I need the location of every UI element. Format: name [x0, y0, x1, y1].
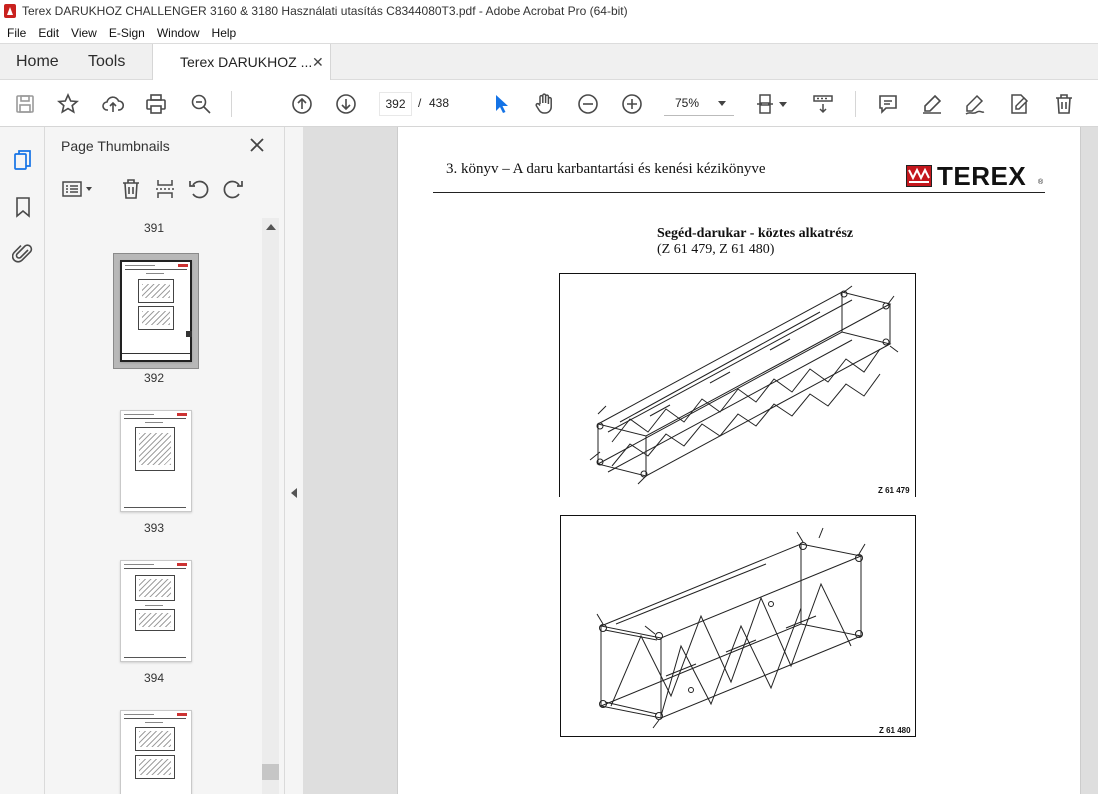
sign-icon[interactable] — [962, 91, 988, 117]
insert-page-icon[interactable] — [153, 177, 177, 201]
arrow-up-icon[interactable] — [289, 91, 315, 117]
tab-tools[interactable]: Tools — [88, 53, 126, 70]
figure-label: Z 61 479 — [878, 486, 910, 495]
pdf-page — [397, 127, 1081, 794]
zoom-dropdown[interactable] — [664, 92, 734, 116]
thumbnail-page-number: 392 — [143, 371, 165, 385]
comment-icon[interactable] — [875, 91, 901, 117]
page-thumbnails-icon[interactable] — [10, 147, 36, 173]
print-icon[interactable] — [143, 91, 169, 117]
thumbnail-page-number: 393 — [143, 521, 165, 535]
menu-edit[interactable]: Edit — [38, 25, 60, 40]
zoom-in-icon[interactable] — [619, 91, 645, 117]
title-bar — [0, 0, 1098, 22]
toolbar-divider — [231, 91, 232, 117]
menu-help[interactable]: Help — [211, 25, 237, 40]
attachment-icon[interactable] — [10, 240, 36, 266]
section-codes: (Z 61 479, Z 61 480) — [657, 242, 775, 257]
zoom-value: 75% — [675, 96, 700, 110]
header-rule — [433, 192, 1045, 193]
scroll-up-icon[interactable] — [266, 224, 276, 230]
acrobat-app-icon — [4, 4, 16, 18]
delete-page-icon[interactable] — [119, 177, 143, 201]
thumbnail-page-number: 394 — [143, 671, 165, 685]
scroll-mode-icon[interactable] — [810, 91, 836, 117]
figure-label: Z 61 480 — [879, 726, 911, 735]
close-tab-icon[interactable]: ✕ — [312, 54, 324, 70]
zoom-search-icon[interactable] — [188, 91, 214, 117]
terex-emblem-icon — [906, 165, 932, 187]
tab-bar — [0, 43, 1098, 80]
terex-logo-text: TEREX — [937, 161, 1027, 191]
toolbar — [0, 80, 1098, 127]
figure-boom-section-2 — [560, 515, 916, 737]
page-total: 438 — [429, 96, 450, 110]
registered-mark: ® — [1038, 179, 1044, 186]
section-title: Segéd-darukar - köztes alkatrész — [657, 226, 854, 241]
select-pointer-icon[interactable] — [488, 91, 514, 117]
tab-document-label: Terex DARUKHOZ ... — [180, 54, 313, 70]
star-icon[interactable] — [55, 91, 81, 117]
thumbnail-list — [45, 216, 263, 794]
thumbnail-selected[interactable] — [113, 253, 199, 369]
left-rail — [0, 127, 45, 794]
upload-icon[interactable] — [100, 91, 126, 117]
lattice-drawing-1 — [590, 286, 898, 484]
edit-pdf-icon[interactable] — [1006, 91, 1032, 117]
thumbnail-page-394[interactable] — [120, 560, 192, 662]
thumbnail-scrollbar[interactable] — [262, 218, 279, 794]
menu-view[interactable]: View — [71, 25, 97, 40]
page-separator: / — [418, 96, 422, 110]
panel-collapse-handle[interactable] — [285, 127, 303, 794]
chevron-down-icon — [718, 101, 726, 106]
rotate-right-icon[interactable] — [221, 177, 245, 201]
thumbnails-panel — [45, 127, 285, 794]
arrow-down-icon[interactable] — [333, 91, 359, 117]
chevron-down-icon[interactable] — [776, 91, 790, 117]
tab-home[interactable]: Home — [16, 53, 59, 70]
window-title: Terex DARUKHOZ CHALLENGER 3160 & 3180 Használati utasítás C8344080T3.pdf - Adobe Acrobat Pro (64-bit) — [22, 4, 628, 18]
page-header-text: 3. könyv – A daru karbantartási és kenési kézikönyve — [446, 161, 766, 177]
panel-title: Page Thumbnails — [61, 138, 170, 154]
terex-logo — [906, 163, 1048, 191]
close-panel-icon[interactable] — [247, 135, 267, 155]
menu-esign[interactable]: E-Sign — [108, 25, 145, 40]
thumbnail-options-icon[interactable] — [60, 177, 96, 201]
rotate-left-icon[interactable] — [187, 177, 211, 201]
menu-bar — [0, 22, 1098, 43]
figure-boom-section-1 — [559, 273, 916, 497]
tab-document[interactable] — [152, 44, 331, 81]
thumbnail-page-395[interactable] — [120, 710, 192, 794]
scrollbar-thumb[interactable] — [262, 764, 279, 780]
lattice-drawing-2 — [597, 528, 865, 728]
zoom-out-icon[interactable] — [575, 91, 601, 117]
menu-file[interactable]: File — [7, 25, 27, 40]
chevron-left-icon — [291, 488, 297, 498]
toolbar-divider — [855, 91, 856, 117]
delete-icon[interactable] — [1051, 91, 1077, 117]
menu-window[interactable]: Window — [156, 25, 200, 40]
thumbnail-page-number: 391 — [143, 221, 165, 235]
highlight-icon[interactable] — [919, 91, 945, 117]
thumbnail-page-392 — [120, 260, 192, 362]
page-number-input[interactable]: 392 — [379, 92, 412, 116]
save-icon[interactable] — [12, 91, 38, 117]
hand-icon[interactable] — [531, 91, 557, 117]
document-view[interactable] — [303, 127, 1098, 794]
bookmark-icon[interactable] — [10, 194, 36, 220]
thumbnail-page-393[interactable] — [120, 410, 192, 512]
